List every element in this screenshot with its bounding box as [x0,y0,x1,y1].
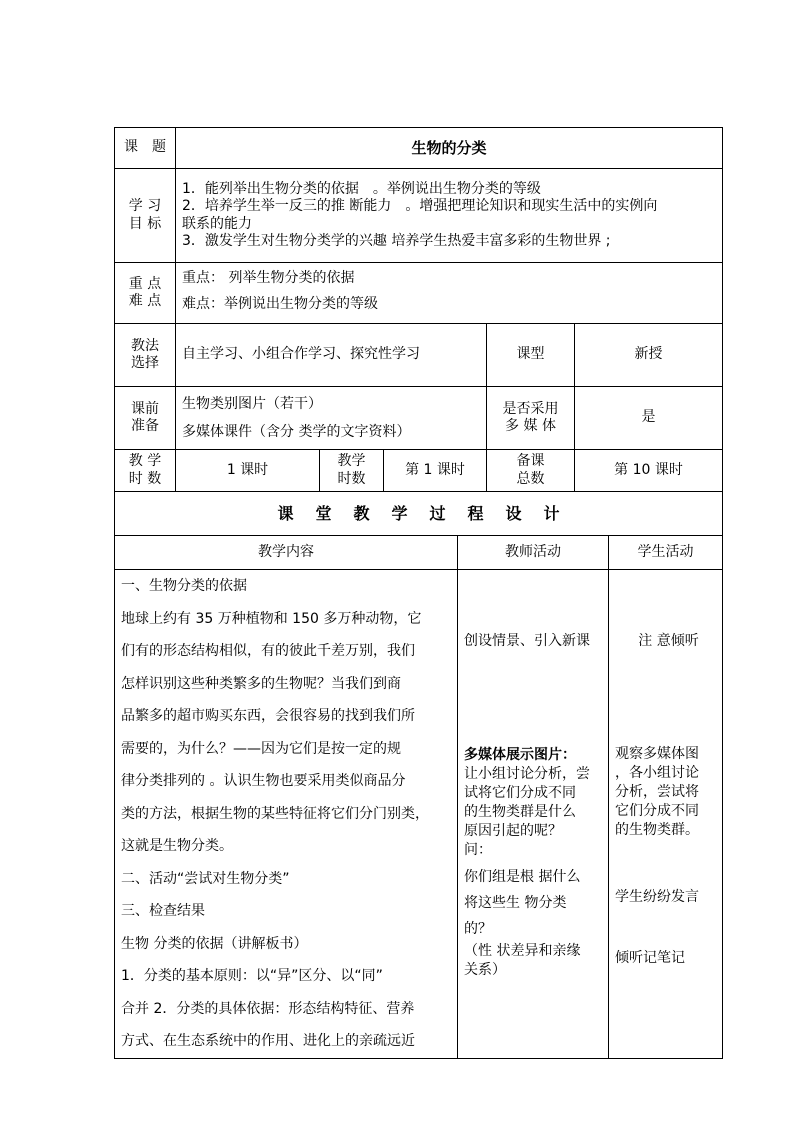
goals-label: 学 习 目 标 [115,169,176,263]
col-header-student: 学生活动 [609,536,723,570]
prep-materials: 生物类别图片（若干） 多媒体课件（含分 类学的文字资料） [176,387,487,450]
lesson-info-table [114,127,723,536]
topic-label: 课 题 [115,128,176,169]
teaching-content: 一、生物分类的依据 地球上约有 35 万种植物和 150 多万种动物，它 们有的形态结构相似，有的彼此千差万别，我们 怎样识别这些种类繁多的生物呢？当我们到商 品繁多的超市购买东西，会很容易的找到我们所 需要的，为什么？——因为它们是按一定的规 律分类排列的 。认识生物也要采用类似商品分 类的方法，根据生物的某些特征将它们分门别类， 这就是生物分类。 二、活动“尝试对生物分类” 三、检查结果 生物 分类的依据（讲解板书） 1．分类的基本原则：以“异”区分、以“同” 合并 2．分类的具体依据：形态结构特征、营养 方式、在生态系统中的作用、进化上的亲疏远近 [115,570,458,1059]
learning-goals: 1．能列举出生物分类的依据 。举例说出生物分类的等级 2．培养学生举一反三的推 断能力 。增强把理论知识和现实生活中的实例向 联系的能力 3．激发学生对生物分类学的兴趣 培养学生热爱丰富多彩的生物世界 ; [176,169,723,263]
key-points: 重点： 列举生物分类的依据 难点：举例说出生物分类的等级 [176,263,723,324]
method-label: 教法 选择 [115,324,176,387]
key-points-label: 重 点 难 点 [115,263,176,324]
teaching-methods: 自主学习、小组合作学习、探究性学习 [176,324,487,387]
total-label: 备课 总数 [487,450,575,492]
col-header-teacher: 教师活动 [458,536,609,570]
lesson-type-label: 课型 [487,324,575,387]
col-header-content: 教学内容 [115,536,458,570]
session-label: 教学 时数 [320,450,384,492]
session-value: 第 1 课时 [384,450,487,492]
lesson-topic: 生物的分类 [176,128,723,169]
student-activities: 注 意倾听 观察多媒体图 ，各小组讨论 分析，尝试将 它们分成不同 的生物类群。 学生纷纷发言 倾听记笔记 [609,570,723,1059]
prep-label: 课前 准备 [115,387,176,450]
teacher-activities: 创设情景、引入新课 多媒体展示图片： 让小组讨论分析，尝 试将它们分成不同 的生物类群是什么 原因引起的呢？ 问： 你们组是根 据什么 将这些生 物分类 的？ （性 状差异和亲缘 关系） [458,570,609,1059]
process-table [114,535,723,1059]
hours-label: 教 学 时 数 [115,450,176,492]
total-value: 第 10 课时 [575,450,723,492]
multimedia-label: 是否采用 多 媒 体 [487,387,575,450]
multimedia-value: 是 [575,387,723,450]
design-title: 课堂教学过程设计 [115,492,723,536]
lesson-type-value: 新授 [575,324,723,387]
hours-value: 1 课时 [176,450,320,492]
